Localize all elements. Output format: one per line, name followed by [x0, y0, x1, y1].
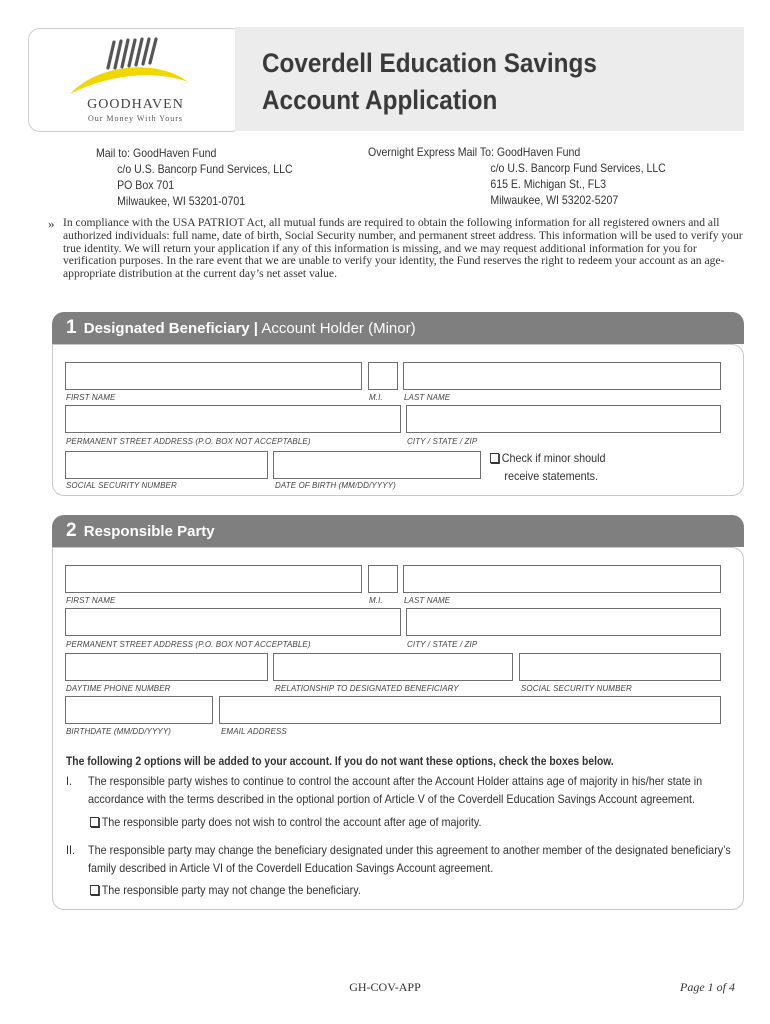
party-last-name-field[interactable]	[403, 565, 721, 593]
minor-statements-checkbox[interactable]	[490, 453, 499, 463]
mail-to-line: PO Box 701	[117, 178, 175, 192]
beneficiary-street-field[interactable]	[65, 405, 401, 433]
beneficiary-first-name-field[interactable]	[65, 362, 362, 390]
brand-tagline: Our Money With Yours	[87, 114, 184, 123]
section-number: 2	[66, 520, 77, 541]
label-first-name: FIRST NAME	[66, 596, 116, 605]
chevron-right-icon: »	[48, 216, 55, 231]
label-email: EMAIL ADDRESS	[221, 727, 287, 736]
party-mi-field[interactable]	[368, 565, 398, 593]
option-1-checkbox[interactable]	[90, 817, 99, 827]
option-2-text	[88, 841, 731, 877]
patriot-act-notice	[48, 217, 748, 281]
label-city: CITY / STATE / ZIP	[407, 437, 478, 446]
label-street: PERMANENT STREET ADDRESS (P.O. BOX NOT ACCEPTABLE)	[66, 437, 311, 446]
section-2-header	[52, 515, 744, 547]
label-street: PERMANENT STREET ADDRESS (P.O. BOX NOT ACCEPTABLE)	[66, 640, 311, 649]
party-email-field[interactable]	[219, 696, 721, 724]
option-1-checkbox-row	[90, 813, 482, 831]
label-ssn: SOCIAL SECURITY NUMBER	[521, 684, 632, 693]
option-1-numeral: I.	[66, 774, 73, 788]
beneficiary-ssn-field[interactable]	[65, 451, 268, 479]
minor-statements-label: receive statements.	[504, 469, 599, 483]
label-phone: DAYTIME PHONE NUMBER	[66, 684, 171, 693]
options-heading: The following 2 options will be added to your account. If you do not want these options, check the boxes below.	[66, 754, 614, 768]
mail-to-block	[96, 145, 293, 209]
title-line-1: Coverdell Education Savings	[262, 48, 597, 78]
label-mi: M.I.	[369, 393, 383, 402]
overnight-line: GoodHaven Fund	[496, 145, 581, 159]
brand-name: GOODHAVEN	[87, 97, 184, 112]
party-first-name-field[interactable]	[65, 565, 362, 593]
label-city: CITY / STATE / ZIP	[407, 640, 478, 649]
label-first-name: FIRST NAME	[66, 393, 116, 402]
party-phone-field[interactable]	[65, 653, 268, 681]
label-last-name: LAST NAME	[404, 393, 451, 402]
option-2-numeral: II.	[66, 843, 76, 857]
option-2-line: family described in Article VI of the Coverdell Education Savings Account agreement.	[88, 861, 494, 875]
mail-to-line: c/o U.S. Bancorp Fund Services, LLC	[117, 162, 293, 176]
beneficiary-dob-field[interactable]	[273, 451, 481, 479]
page-number: Page 1 of 4	[680, 980, 735, 994]
option-2-checkbox-row	[90, 881, 361, 899]
overnight-line: c/o U.S. Bancorp Fund Services, LLC	[490, 161, 666, 175]
mail-to-line: Milwaukee, WI 53201-0701	[117, 194, 246, 208]
party-birthdate-field[interactable]	[65, 696, 213, 724]
section-number: 1	[66, 317, 77, 338]
goodhaven-logo-icon	[60, 36, 210, 98]
label-ssn: SOCIAL SECURITY NUMBER	[66, 481, 177, 490]
label-dob: DATE OF BIRTH (MM/DD/YYYY)	[275, 481, 396, 490]
party-city-field[interactable]	[406, 608, 721, 636]
overnight-line: Milwaukee, WI 53202-5207	[490, 193, 619, 207]
party-street-field[interactable]	[65, 608, 401, 636]
beneficiary-last-name-field[interactable]	[403, 362, 721, 390]
party-relationship-field[interactable]	[273, 653, 513, 681]
beneficiary-city-field[interactable]	[406, 405, 721, 433]
option-2-line: The responsible party may change the beneficiary designated under this agreement to another member of the designated beneficiary’s	[88, 843, 731, 857]
section-title: Responsible Party	[83, 523, 215, 540]
option-1-line: The responsible party wishes to continue to control the account after the Account Holder attains age of majority in his/her state in	[88, 774, 703, 788]
section-subtitle: Account Holder (Minor)	[261, 320, 416, 337]
section-1-header	[52, 312, 744, 344]
option-2-checkbox[interactable]	[90, 885, 99, 895]
option-1-line: accordance with the terms described in the optional portion of Article V of the Coverdell Education Savings Account agreement.	[88, 792, 695, 806]
overnight-mail-block	[368, 144, 666, 208]
section-title: Designated Beneficiary |	[83, 320, 259, 337]
page-title	[262, 45, 597, 119]
notice-text: In compliance with the USA PATRIOT Act, all mutual funds are required to obtain the following information for all registered owners and all authorized individuals: full name, date of birth, Social Security number, and permanent street address. This information will be used to verify your true identity. We will return your application if any of this information is missing, and we may request additional information for you for verification purposes. In the rare event that we are unable to verify your identity, the Fund reserves the right to redeem your account as an age-appropriate distribution at the current day’s net asset value.	[63, 216, 743, 281]
label-relationship: RELATIONSHIP TO DESIGNATED BENEFICIARY	[275, 684, 459, 693]
form-code: GH-COV-APP	[349, 980, 421, 994]
mail-to-line: GoodHaven Fund	[132, 146, 217, 160]
mail-to-label: Mail to:	[96, 146, 131, 160]
overnight-label: Overnight Express Mail To:	[368, 145, 494, 159]
option-1-text	[88, 772, 702, 808]
party-ssn-field[interactable]	[519, 653, 721, 681]
option-1-checkbox-label: The responsible party does not wish to control the account after age of majority.	[101, 815, 482, 829]
beneficiary-mi-field[interactable]	[368, 362, 398, 390]
label-last-name: LAST NAME	[404, 596, 451, 605]
option-2-checkbox-label: The responsible party may not change the beneficiary.	[101, 883, 361, 897]
label-mi: M.I.	[369, 596, 383, 605]
minor-statements-option	[490, 449, 606, 485]
title-line-2: Account Application	[262, 85, 498, 115]
minor-statements-label: Check if minor should	[501, 451, 606, 465]
label-birthdate: BIRTHDATE (MM/DD/YYYY)	[66, 727, 172, 736]
overnight-line: 615 E. Michigan St., FL3	[490, 177, 606, 191]
